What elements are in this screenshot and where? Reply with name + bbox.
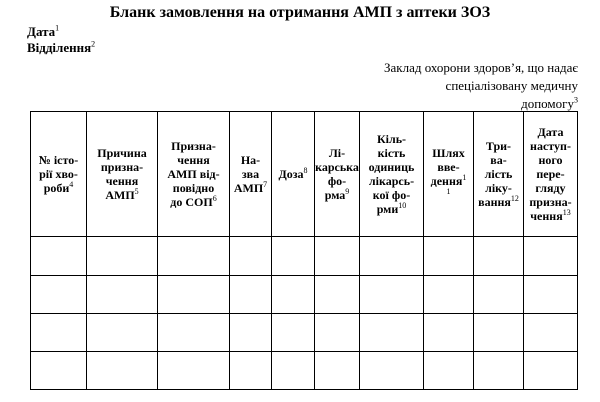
column-header-text: Шлях вве- дення$^{1 1}$ xyxy=(430,146,467,197)
column-header-10 xyxy=(524,112,578,237)
column-header-1 xyxy=(31,112,87,237)
table-cell[interactable] xyxy=(524,237,578,275)
table-cell[interactable] xyxy=(474,237,524,275)
table-cell[interactable] xyxy=(230,351,272,389)
column-header-text: Причина призна- чення АМП$^5$ xyxy=(97,146,147,203)
table-row xyxy=(31,313,578,351)
table-cell[interactable] xyxy=(474,313,524,351)
date-footnote-ref: 1 xyxy=(55,23,60,33)
table-header-row xyxy=(31,112,578,237)
table-cell[interactable] xyxy=(360,237,424,275)
column-footnote-ref: 12 xyxy=(510,194,519,204)
table-cell[interactable] xyxy=(31,313,87,351)
column-header-2 xyxy=(87,112,158,237)
form-title: Бланк замовлення на отримання АМП з аптеки ЗОЗ xyxy=(109,4,491,21)
date-label: Дата xyxy=(27,24,56,39)
table-cell[interactable] xyxy=(31,275,87,313)
table-cell[interactable] xyxy=(87,351,158,389)
table-cell[interactable] xyxy=(272,351,315,389)
table-cell[interactable] xyxy=(230,275,272,313)
column-header-text: Лі- карська фо- рма$^9$ xyxy=(315,146,359,203)
column-footnote-ref: 13 xyxy=(562,208,571,218)
table-row xyxy=(31,275,578,313)
column-header-text: На- зва АМП$^7$ xyxy=(233,153,268,196)
table-cell[interactable] xyxy=(524,275,578,313)
table-cell[interactable] xyxy=(272,313,315,351)
table-cell[interactable] xyxy=(424,313,474,351)
column-footnote-ref: 7 xyxy=(263,180,268,190)
table-cell[interactable] xyxy=(524,351,578,389)
table-cell[interactable] xyxy=(315,313,360,351)
column-header-text: № істо- рії хво- роби$^4$ xyxy=(38,153,79,196)
table-cell[interactable] xyxy=(474,351,524,389)
order-table xyxy=(30,111,578,390)
table-cell[interactable] xyxy=(230,313,272,351)
table-cell[interactable] xyxy=(424,237,474,275)
column-header-5 xyxy=(272,112,315,237)
column-footnote-ref: 8 xyxy=(303,166,308,176)
column-footnote-ref: 10 xyxy=(398,201,407,211)
column-header-6 xyxy=(315,112,360,237)
table-cell[interactable] xyxy=(31,237,87,275)
column-header-3 xyxy=(158,112,230,237)
institution-line-3-text: допомогу xyxy=(521,96,574,111)
table-cell[interactable] xyxy=(158,275,230,313)
date-field xyxy=(27,24,59,40)
column-footnote-ref: 9 xyxy=(345,187,350,197)
table-row xyxy=(31,351,578,389)
column-header-8 xyxy=(424,112,474,237)
table-cell[interactable] xyxy=(424,275,474,313)
table-cell[interactable] xyxy=(158,237,230,275)
column-header-text: Дата наступ- ного пере- гляду призна- чення$^{13}$ xyxy=(529,125,572,224)
table-cell[interactable] xyxy=(230,237,272,275)
institution-footnote-ref: 3 xyxy=(574,95,578,105)
department-footnote-ref: 2 xyxy=(91,39,96,49)
table-cell[interactable] xyxy=(158,313,230,351)
institution-block xyxy=(278,59,578,113)
column-header-text: Три- ва- лість ліку- вання$^{12}$ xyxy=(478,139,519,210)
column-footnote-ref: 4 xyxy=(69,180,74,190)
table-cell[interactable] xyxy=(87,237,158,275)
table-cell[interactable] xyxy=(360,351,424,389)
column-footnote-ref: 6 xyxy=(212,194,217,204)
table-cell[interactable] xyxy=(87,275,158,313)
table-cell[interactable] xyxy=(158,351,230,389)
table-cell[interactable] xyxy=(360,313,424,351)
table-cell[interactable] xyxy=(474,275,524,313)
column-header-text: Доза$^8$ xyxy=(278,166,308,182)
table-cell[interactable] xyxy=(31,351,87,389)
department-label: Відділення xyxy=(27,40,92,55)
table-cell[interactable] xyxy=(315,237,360,275)
column-header-text: Кіль- кість одиниць лікарсь- кої фо- рми$^{10}$ xyxy=(368,132,415,217)
table-cell[interactable] xyxy=(272,237,315,275)
department-field xyxy=(27,40,95,56)
institution-line-1: Заклад охорони здоров’я, що надає xyxy=(384,60,578,75)
column-header-4 xyxy=(230,112,272,237)
column-header-9 xyxy=(474,112,524,237)
table-cell[interactable] xyxy=(272,275,315,313)
table-cell[interactable] xyxy=(315,275,360,313)
table-row xyxy=(31,237,578,275)
column-header-7 xyxy=(360,112,424,237)
column-footnote-ref: 1 1 xyxy=(446,173,467,197)
table-cell[interactable] xyxy=(87,313,158,351)
table-cell[interactable] xyxy=(424,351,474,389)
table-cell[interactable] xyxy=(360,275,424,313)
table-cell[interactable] xyxy=(315,351,360,389)
institution-line-2: спеціалізовану медичну xyxy=(445,78,578,93)
column-header-text: Призна- чення АМП від- повідно до СОП$^6$ xyxy=(167,139,220,210)
column-footnote-ref: 5 xyxy=(134,187,139,197)
table-cell[interactable] xyxy=(524,313,578,351)
